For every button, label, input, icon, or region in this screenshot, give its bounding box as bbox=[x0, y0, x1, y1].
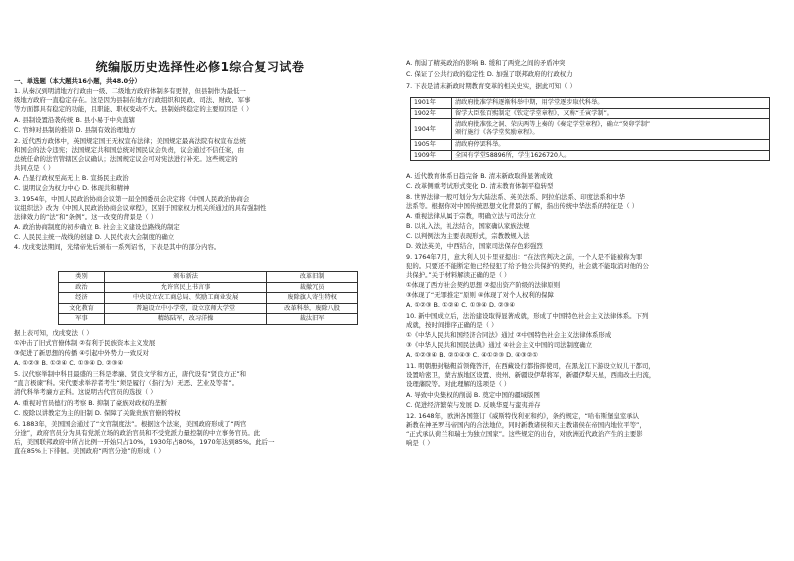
table-cell: 精练陆军，改习洋操 bbox=[104, 314, 266, 325]
question-line: 法律效力的“法”和“条例”。这一改变的背景是（ ） bbox=[14, 213, 158, 221]
event-cell-line: 清政府批准张之洞、荣庆两等上奏的《奏定学堂章程》，确立“癸卯学制” bbox=[455, 121, 651, 128]
question-line: ①体现了西方社会契约思想 ②提出资产阶级的法律原则 bbox=[406, 281, 561, 289]
question-line: “正式承认荷兰和瑞士为独立国家”。这些规定的出台，对欧洲近代政治产生的主要影 bbox=[406, 430, 643, 438]
question-line: ①冲击了旧式官僚体制 ②有利于民族资本主义发展 bbox=[14, 339, 156, 347]
question-line: C. 人民民主统一战线的创建 D. 人民代表大会制度的确立 bbox=[14, 233, 175, 241]
question-line: 共保护。”关于材料解读正确的是（ ） bbox=[406, 271, 511, 279]
question-line: A. 重视对官员德行的考察 B. 抑制了豪族对政权的垄断 bbox=[14, 399, 168, 407]
question-line: A. 导致中央集权的削弱 B. 奠定中国的疆域版图 bbox=[406, 391, 540, 399]
question-line: 11. 明朝册封鞑靼首领俺答汗，在西藏设行都指挥使司，在黑龙江下游设立奴儿干都司， bbox=[406, 362, 655, 370]
table-cell: 经济 bbox=[59, 293, 105, 304]
question-line: 10. 新中国成立后，法治建设取得显著成就，形成了中国特色社会主义法律体系。下列 bbox=[406, 312, 649, 320]
event-cell-line: 颁行施行《各学堂奖励章程》。 bbox=[455, 129, 539, 136]
question-line: 9. 1764年7月，意大利人贝卡里亚提出：“在法官判决之前，一个人是不能被称为罪 bbox=[406, 253, 643, 261]
question-line: ③体现了“无罪推定”原则 ④体现了对个人权利的保障 bbox=[406, 291, 554, 299]
year-cell: 1902年 bbox=[411, 108, 452, 119]
table-header-row bbox=[59, 272, 358, 283]
question-line: 后，美国联邦政府中所占比例一开始只占10%，1930年占80%，1970年达到85%。此后一 bbox=[14, 438, 275, 446]
question-line: A. ①②③ B. ①②④ C. ①③④ D. ②③④ bbox=[14, 359, 124, 367]
table-row bbox=[59, 314, 358, 325]
question-line: 7. 下表是清末新政时期教育变革的相关史实，据此可知（ ） bbox=[406, 82, 576, 90]
question-line: B. 以礼入法，礼法结合，国家确认家族法规 bbox=[406, 222, 530, 230]
question-line: ①《中华人民共和国经济合同法》通过 ②中国特色社会主义法律体系形成 bbox=[406, 331, 612, 339]
table-cell: 军事 bbox=[59, 314, 105, 325]
table-row bbox=[59, 303, 358, 314]
question-line: 直在85%上下徘徊。美国政府“两官分途”的形成（ ） bbox=[14, 447, 165, 455]
question-line: D. 效法英美，中西结合，国家司法保存色彩强烈 bbox=[406, 242, 543, 250]
question-line: 和国会的法令违宪；法国规定共和国总统对国民议会负责，议会通过不信任案，由 bbox=[14, 146, 245, 154]
year-cell: 1904年 bbox=[411, 119, 452, 140]
question-line: ③《中华人民共和国民法典》通过 ④社会主义中国的司法制度确立 bbox=[406, 341, 593, 349]
question-line: 6. 1883年，美国国会通过了“文官制度法”。根据这个法案，美国政府形成了“两官 bbox=[14, 420, 247, 428]
question-line: 级地方政府一直稳定存在。这是因为县制在地方行政组织和民政、司法、财政、军事 bbox=[14, 96, 251, 104]
event-cell: 清政府批准学科逐渐科举中期，用学堂逐步取代科举。 bbox=[452, 98, 770, 109]
question-line: 犯的。只要还不能断定他已经侵犯了给予他公共保护的契约，社会就不能取消对他的公 bbox=[406, 262, 649, 270]
table-cell: 中央设立农工商总局、奖励工商业发展 bbox=[104, 293, 266, 304]
question-line: 响是（ ） bbox=[406, 439, 434, 447]
question-line: C. 保证了公共行政的稳定性 D. 加强了联邦政府的行政权力 bbox=[406, 70, 573, 78]
table-row bbox=[59, 293, 358, 304]
table-row bbox=[59, 282, 358, 293]
question-line: “直言极谏”科。宋代要求举荐者考生“须是履行（指行为）无恶、艺业及等者”。 bbox=[14, 379, 239, 387]
right-column bbox=[406, 0, 778, 561]
question-line: 8. 世界法律一般可划分为大陆法系、英美法系、阿拉伯法系、印度法系和中华 bbox=[406, 193, 626, 201]
section-heading: 一、单选题（本大题共16小题，共48.0分） bbox=[14, 77, 141, 85]
table-cell: 废除旗人寄生特权 bbox=[267, 293, 358, 304]
question-line: C. 改革侧重考试形式变化 D. 清末教育体制平稳转型 bbox=[406, 182, 554, 190]
question-line: A. 政治协商制度的初步确立 B. 社会主义建设总路线的制定 bbox=[14, 223, 180, 231]
question-line: 据上表可知，戊戌变法（ ） bbox=[14, 329, 93, 337]
left-column bbox=[14, 0, 386, 561]
year-cell: 1901年 bbox=[411, 98, 452, 109]
question-line: A. 县制设置沿袭传统 B. 县小易于中央直辖 bbox=[14, 116, 136, 124]
question-line: 新教在神圣罗马帝国内的合法地位，同时新教诸侯和天主教诸侯在帝国内地位平等”， bbox=[406, 421, 646, 429]
year-cell: 1909年 bbox=[411, 150, 452, 161]
question-line: C. 官绅对县制的推崇 D. 县制有效治理地方 bbox=[14, 126, 136, 134]
table-cell: 政治 bbox=[59, 282, 105, 293]
table-cell: 允许官民上书言事 bbox=[104, 282, 266, 293]
question-line: 1. 从秦汉到明清地方行政由一级、二级地方政府体制多有更替，但县制作为最低一 bbox=[14, 87, 246, 95]
question-line: A. 重视法律从属于宗教，明确立法与司法分立 bbox=[406, 212, 536, 220]
question-line: 分途”，政府官员分为具有党派立场的政治官员和不受党派力量控制的中立事务官员。此 bbox=[14, 429, 261, 437]
question-line: C. 以判例法为主要表现形式，宗教教规入法 bbox=[406, 232, 530, 240]
education-table bbox=[410, 97, 770, 161]
table-cell: 文化教育 bbox=[59, 303, 105, 314]
question-line: C. 废除以讲教定为主的旧制 D. 保障了关陇贵族官僚的特权 bbox=[14, 409, 181, 417]
question-line: 3. 1954年，中国人民政治协商会议第一届全国委员会决定将《中国人民政治协商会 bbox=[14, 195, 250, 203]
question-line: 4. 戊戌变法期间，光绪帝先后颁布一系列诏书，下表是其中的部分内容。 bbox=[14, 243, 221, 251]
table-cell: 裁撤冗员 bbox=[267, 282, 358, 293]
table-row bbox=[411, 108, 770, 119]
table-cell: 普遍设立中小学堂，设立京师大学堂 bbox=[104, 303, 266, 314]
question-line: 议组织法》改为《中国人民政治协商会议章程》，区别于国家权力机关所通过的具有强制性 bbox=[14, 204, 267, 212]
question-line: 成就，按时间排序正确的是（ ） bbox=[406, 321, 498, 329]
question-line: 清代科举考廉方正科。这说明古代官员的选拔（ ） bbox=[14, 388, 157, 396]
question-line: 设置哈密卫，蒙古族地区设置、贵州、新疆设伊犁将军，新疆伊犁天星，西南改土归流， bbox=[406, 371, 656, 379]
question-line: A. ①②③ B. ①②④ C. ①③④ D. ②③④ bbox=[406, 301, 516, 309]
question-line: 设理藩院等。对此理解的选项是（ ） bbox=[406, 380, 511, 388]
table-header-cell: 颁布新法 bbox=[104, 272, 266, 283]
year-cell: 1905年 bbox=[411, 140, 452, 151]
question-line: 12. 1648年，欧洲各国签订《威斯特伐利亚和约》，条约规定，“哈布斯堡皇室承认 bbox=[406, 412, 640, 420]
table-row bbox=[411, 150, 770, 161]
event-cell: 全国有学堂58896所，学生1626720人。 bbox=[452, 150, 770, 161]
question-line: 共同点是（ ） bbox=[14, 164, 55, 172]
page-title: 统编版历史选择性必修1综合复习试卷 bbox=[95, 60, 305, 74]
table-row bbox=[411, 119, 770, 140]
table-cell: 裁汰旧军 bbox=[267, 314, 358, 325]
table-row bbox=[411, 98, 770, 109]
table-cell: 改革科举，废除八股 bbox=[267, 303, 358, 314]
question-line: 总统任命的法官管辖区会议确认；法国规定议会可对宪法进行补充。这些规定的 bbox=[14, 155, 238, 163]
question-line: C. 说明议会为权力中心 D. 体现共和精神 bbox=[14, 184, 130, 192]
table-header-cell: 改革旧制 bbox=[267, 272, 358, 283]
question-line: 2. 近代西方政体中，英国规定国王无权宣布法律；美国规定最高法院有权宣布总统 bbox=[14, 137, 246, 145]
question-line: ③促进了新思想的传播 ④引起中外势力一致反对 bbox=[14, 349, 149, 357]
question-line: A. 近代教育体系日趋完备 B. 清末新政取得显著成效 bbox=[406, 172, 553, 180]
question-line: 法系等。根据你对中国传统思想文化背景的了解，指出传统中华法系的特征是（ ） bbox=[406, 202, 639, 210]
event-cell: 清政府停罢科举。 bbox=[452, 140, 770, 151]
event-cell bbox=[452, 119, 770, 140]
question-line: C. 促进经济繁荣与发展 D. 反映华夏与蛮夷并存 bbox=[406, 401, 541, 409]
question-line: 等方面都具有稳定的功能，且职能、职权变动不大。县制始终稳定的主要原因是（ ） bbox=[14, 105, 253, 113]
table-header-cell: 类别 bbox=[59, 272, 105, 283]
question-line: A. 削弱了精英政治的影响 B. 缓和了两党之间的矛盾冲突 bbox=[406, 59, 566, 67]
question-line: 5. 汉代察举制中科目最盛的三科是孝廉、贤良文学和方正，唐代设有“贤良方正”和 bbox=[14, 370, 247, 378]
event-cell: 留学大臣张百熙制定《钦定学堂章程》，又称“壬寅学制”。 bbox=[452, 108, 770, 119]
reform-table bbox=[58, 271, 358, 325]
table-row bbox=[411, 140, 770, 151]
question-line: A. ①②③④ B. ②①④③ C. ④①②③ D. ④③②① bbox=[406, 351, 539, 359]
question-line: A. 凸显行政权至高无上 B. 宣扬民主政治 bbox=[14, 174, 129, 182]
